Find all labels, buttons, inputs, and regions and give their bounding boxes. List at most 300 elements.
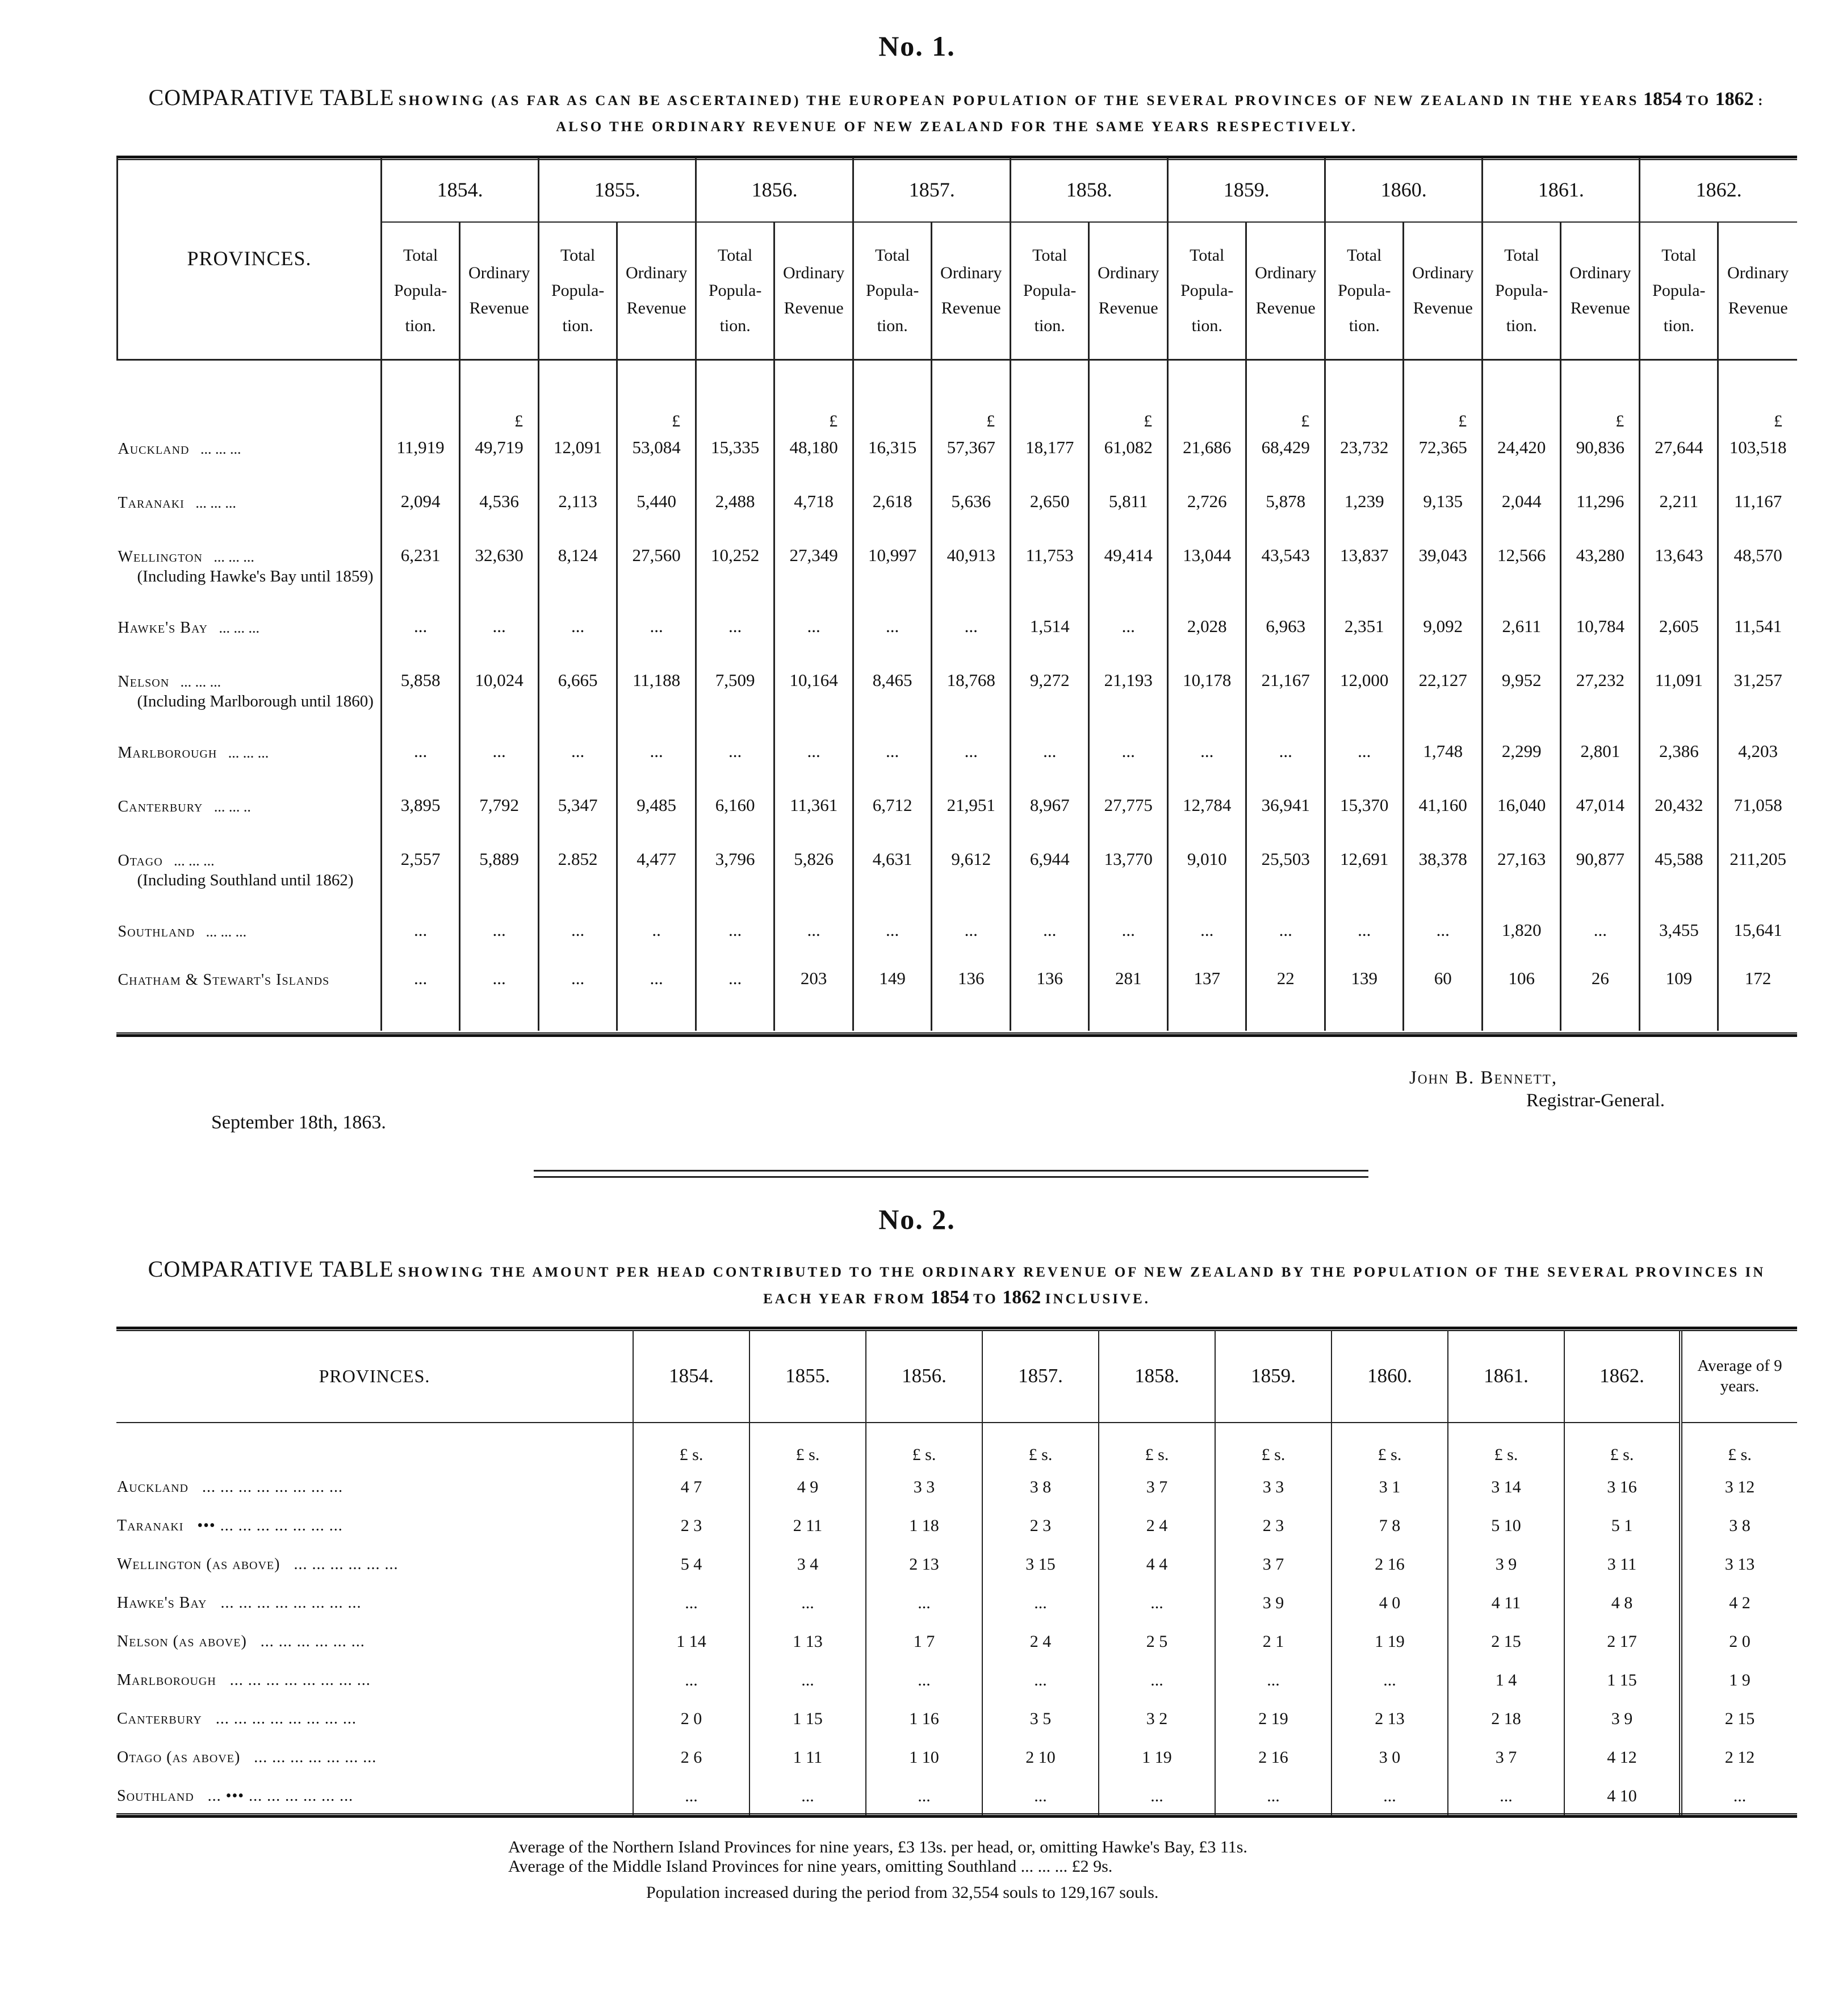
province-name: Auckland bbox=[118, 440, 190, 458]
province-cell bbox=[118, 735, 382, 789]
unit-spacer bbox=[116, 1423, 633, 1468]
revenue-cell: 48,570 bbox=[1718, 539, 1797, 610]
per-head-cell: ... bbox=[749, 1777, 866, 1816]
revenue-cell: 9,485 bbox=[617, 789, 696, 843]
population-cell: 2,488 bbox=[696, 486, 774, 539]
per-head-cell: 1 13 bbox=[749, 1622, 866, 1661]
leader-dots: ... ... ... ... ... ... bbox=[294, 1555, 399, 1573]
leader-dots: ... ... ... ... ... ... ... ... bbox=[229, 1671, 371, 1689]
revenue-cell: ... bbox=[460, 610, 539, 664]
average-header: Average of 9 years. bbox=[1681, 1330, 1797, 1423]
province-name: Marlborough bbox=[117, 1671, 216, 1689]
table1-caption-to: TO bbox=[1686, 93, 1711, 108]
revenue-cell: 136 bbox=[932, 963, 1011, 1031]
population-cell: 2,028 bbox=[1168, 610, 1246, 664]
per-head-cell: ... bbox=[1099, 1777, 1215, 1816]
average-cell: 3 8 bbox=[1681, 1507, 1797, 1545]
unit-label: £ s. bbox=[1215, 1423, 1331, 1468]
population-cell: ... bbox=[1168, 914, 1246, 963]
table-row bbox=[118, 843, 1798, 914]
per-head-cell: ... bbox=[1099, 1661, 1215, 1700]
population-cell: 6,160 bbox=[696, 789, 774, 843]
population-cell: 21,686 bbox=[1168, 432, 1246, 486]
revenue-cell: 9,612 bbox=[932, 843, 1011, 914]
revenue-cell: 5,889 bbox=[460, 843, 539, 914]
average-cell: 4 2 bbox=[1681, 1584, 1797, 1622]
per-head-cell: ... bbox=[1099, 1584, 1215, 1622]
pound-symbol: £ bbox=[774, 360, 853, 432]
revenue-cell: 10,024 bbox=[460, 664, 539, 735]
total-population-header: Total Popula-tion. bbox=[1325, 222, 1404, 360]
per-head-cell: 1 4 bbox=[1448, 1661, 1564, 1700]
revenue-cell: 10,164 bbox=[774, 664, 853, 735]
revenue-cell: 5,811 bbox=[1089, 486, 1168, 539]
population-cell: 2.852 bbox=[539, 843, 617, 914]
revenue-cell: ... bbox=[1246, 914, 1325, 963]
population-cell: 12,091 bbox=[539, 432, 617, 486]
per-head-cell: 2 0 bbox=[633, 1700, 749, 1738]
provinces-header: PROVINCES. bbox=[116, 1330, 633, 1423]
per-head-cell: 1 16 bbox=[866, 1700, 982, 1738]
per-head-cell: 4 9 bbox=[749, 1468, 866, 1507]
population-cell: 11,919 bbox=[382, 432, 460, 486]
average-cell: 1 9 bbox=[1681, 1661, 1797, 1700]
population-cell: ... bbox=[1168, 735, 1246, 789]
unit-spacer bbox=[118, 360, 382, 432]
unit-spacer bbox=[696, 360, 774, 432]
province-name: Southland bbox=[117, 1787, 194, 1805]
population-cell: ... bbox=[1011, 735, 1089, 789]
per-head-cell: 1 11 bbox=[749, 1738, 866, 1777]
table-row bbox=[118, 963, 1798, 1031]
province-note: (Including Hawke's Bay until 1859) bbox=[137, 567, 374, 585]
year-header: 1854. bbox=[633, 1330, 749, 1423]
signature-date: September 18th, 1863. bbox=[211, 1112, 386, 1133]
per-head-cell: 4 4 bbox=[1099, 1545, 1215, 1584]
pound-symbol: £ bbox=[1561, 360, 1640, 432]
per-head-cell: ... bbox=[982, 1777, 1099, 1816]
per-head-cell: 2 19 bbox=[1215, 1700, 1331, 1738]
per-head-cell: 4 8 bbox=[1564, 1584, 1681, 1622]
per-head-cell: 1 14 bbox=[633, 1622, 749, 1661]
revenue-cell: ... bbox=[617, 610, 696, 664]
revenue-cell: 68,429 bbox=[1246, 432, 1325, 486]
table2-caption-year-to: 1862 bbox=[1002, 1287, 1041, 1308]
population-cell: 15,370 bbox=[1325, 789, 1404, 843]
unit-spacer bbox=[1011, 360, 1089, 432]
population-cell: 5,347 bbox=[539, 789, 617, 843]
per-head-cell: 1 19 bbox=[1331, 1622, 1448, 1661]
per-head-cell: ... bbox=[1215, 1777, 1331, 1816]
revenue-cell: ... bbox=[1561, 914, 1640, 963]
revenue-cell: 38,378 bbox=[1404, 843, 1483, 914]
province-name: Nelson bbox=[118, 673, 170, 691]
unit-label: £ s. bbox=[1448, 1423, 1564, 1468]
table1-caption-text: SHOWING (AS FAR AS CAN BE ASCERTAINED) THE EUROPEAN POPULATION OF THE SEVERAL PROVINCES OF NEW ZEALAND IN THE YEARS bbox=[398, 93, 1639, 108]
unit-label: £ s. bbox=[982, 1423, 1099, 1468]
table-row bbox=[116, 1738, 1797, 1777]
ordinary-revenue-header: Ordinary Revenue bbox=[1089, 222, 1168, 360]
table1-bottom-rule bbox=[116, 1032, 1797, 1037]
table2-caption-to: TO bbox=[973, 1291, 998, 1307]
population-cell: 8,124 bbox=[539, 539, 617, 610]
population-cell: 11,753 bbox=[1011, 539, 1089, 610]
province-name: Taranaki bbox=[118, 494, 185, 512]
pound-symbol: £ bbox=[1404, 360, 1483, 432]
province-name: Nelson (as above) bbox=[117, 1633, 247, 1650]
per-head-cell: 5 4 bbox=[633, 1545, 749, 1584]
revenue-cell: 2,801 bbox=[1561, 735, 1640, 789]
revenue-cell: ... bbox=[1089, 914, 1168, 963]
year-header: 1858. bbox=[1099, 1330, 1215, 1423]
leader-dots: ... ... ... bbox=[228, 745, 269, 761]
revenue-cell: ... bbox=[774, 610, 853, 664]
revenue-cell: 90,836 bbox=[1561, 432, 1640, 486]
revenue-cell: 53,084 bbox=[617, 432, 696, 486]
per-head-cell: 1 15 bbox=[1564, 1661, 1681, 1700]
population-cell: 9,272 bbox=[1011, 664, 1089, 735]
revenue-cell: 36,941 bbox=[1246, 789, 1325, 843]
table-row bbox=[116, 1622, 1797, 1661]
leader-dots: ... ... ... ... ... ... ... ... bbox=[202, 1478, 343, 1496]
ordinary-revenue-header: Ordinary Revenue bbox=[1404, 222, 1483, 360]
population-cell: 2,113 bbox=[539, 486, 617, 539]
average-cell: 2 0 bbox=[1681, 1622, 1797, 1661]
revenue-cell: 90,877 bbox=[1561, 843, 1640, 914]
revenue-cell: 9,135 bbox=[1404, 486, 1483, 539]
per-head-cell: ... bbox=[1215, 1661, 1331, 1700]
revenue-cell: 11,541 bbox=[1718, 610, 1797, 664]
population-cell: 2,611 bbox=[1483, 610, 1561, 664]
table1-caption-year-from: 1854 bbox=[1643, 89, 1682, 110]
per-head-cell: 2 4 bbox=[982, 1622, 1099, 1661]
table-row bbox=[116, 1777, 1797, 1816]
revenue-cell: ... bbox=[774, 735, 853, 789]
per-head-cell: ... bbox=[749, 1661, 866, 1700]
per-head-cell: 3 1 bbox=[1331, 1468, 1448, 1507]
leader-dots: ••• ... ... ... ... ... ... ... bbox=[197, 1517, 343, 1534]
total-population-header: Total Popula-tion. bbox=[1483, 222, 1561, 360]
population-cell: 4,631 bbox=[853, 843, 932, 914]
leader-dots: ... ... .. bbox=[213, 798, 251, 815]
per-head-cell: 3 9 bbox=[1448, 1545, 1564, 1584]
table-row bbox=[116, 1584, 1797, 1622]
unit-row bbox=[118, 360, 1798, 432]
province-cell bbox=[116, 1700, 633, 1738]
revenue-cell: 60 bbox=[1404, 963, 1483, 1031]
population-cell: ... bbox=[382, 610, 460, 664]
population-cell: 23,732 bbox=[1325, 432, 1404, 486]
revenue-cell: 40,913 bbox=[932, 539, 1011, 610]
per-head-cell: 4 10 bbox=[1564, 1777, 1681, 1816]
per-head-cell: 1 7 bbox=[866, 1622, 982, 1661]
revenue-cell: 9,092 bbox=[1404, 610, 1483, 664]
population-cell: 2,726 bbox=[1168, 486, 1246, 539]
population-cell: 2,386 bbox=[1640, 735, 1718, 789]
unit-label: £ s. bbox=[866, 1423, 982, 1468]
per-head-cell: ... bbox=[1331, 1661, 1448, 1700]
per-head-cell: ... bbox=[982, 1584, 1099, 1622]
per-head-table bbox=[116, 1330, 1797, 1816]
revenue-cell: 27,232 bbox=[1561, 664, 1640, 735]
table2-caption-text-b: EACH YEAR FROM bbox=[763, 1291, 927, 1307]
province-name: Wellington bbox=[118, 548, 203, 566]
population-cell: 10,178 bbox=[1168, 664, 1246, 735]
revenue-cell: 27,560 bbox=[617, 539, 696, 610]
per-head-cell: 1 15 bbox=[749, 1700, 866, 1738]
province-cell bbox=[118, 914, 382, 963]
per-head-cell: ... bbox=[633, 1584, 749, 1622]
year-header: 1860. bbox=[1331, 1330, 1448, 1423]
population-cell: 13,044 bbox=[1168, 539, 1246, 610]
table1-caption-year-to: 1862 bbox=[1715, 89, 1754, 110]
population-cell: 3,796 bbox=[696, 843, 774, 914]
year-header: 1859. bbox=[1168, 158, 1325, 222]
province-cell bbox=[118, 432, 382, 486]
signature-name: John B. Bennett, bbox=[1409, 1068, 1558, 1088]
table2-caption-text-c: INCLUSIVE. bbox=[1045, 1291, 1150, 1307]
year-header: 1856. bbox=[866, 1330, 982, 1423]
province-name: Chatham & Stewart's Islands bbox=[118, 971, 330, 989]
province-cell bbox=[118, 963, 382, 1031]
revenue-cell: 39,043 bbox=[1404, 539, 1483, 610]
per-head-cell: 2 16 bbox=[1331, 1545, 1448, 1584]
revenue-cell: 43,280 bbox=[1561, 539, 1640, 610]
unit-spacer bbox=[1325, 360, 1404, 432]
population-cell: 1,239 bbox=[1325, 486, 1404, 539]
year-header: 1855. bbox=[539, 158, 696, 222]
total-population-header: Total Popula-tion. bbox=[1640, 222, 1718, 360]
ordinary-revenue-header: Ordinary Revenue bbox=[1246, 222, 1325, 360]
province-name: Otago (as above) bbox=[117, 1749, 241, 1766]
per-head-cell: 3 11 bbox=[1564, 1545, 1681, 1584]
average-cell: 3 13 bbox=[1681, 1545, 1797, 1584]
revenue-cell: 4,536 bbox=[460, 486, 539, 539]
population-cell: ... bbox=[696, 610, 774, 664]
leader-dots: ... ... ... bbox=[174, 852, 215, 869]
revenue-cell: 11,361 bbox=[774, 789, 853, 843]
ordinary-revenue-header: Ordinary Revenue bbox=[774, 222, 853, 360]
per-head-cell: 2 11 bbox=[749, 1507, 866, 1545]
per-head-cell: 2 16 bbox=[1215, 1738, 1331, 1777]
pound-symbol: £ bbox=[1718, 360, 1797, 432]
population-cell: 45,588 bbox=[1640, 843, 1718, 914]
footnote-northern: Average of the Northern Island Provinces for nine years, £3 13s. per head, or, omitting Hawke's Bay, £3 11s. bbox=[508, 1838, 1247, 1856]
population-cell: 6,712 bbox=[853, 789, 932, 843]
population-cell: ... bbox=[539, 914, 617, 963]
per-head-cell: 2 3 bbox=[1215, 1507, 1331, 1545]
population-cell: 27,163 bbox=[1483, 843, 1561, 914]
average-cell: 3 12 bbox=[1681, 1468, 1797, 1507]
total-population-header: Total Popula-tion. bbox=[382, 222, 460, 360]
population-cell: 8,967 bbox=[1011, 789, 1089, 843]
per-head-cell: 3 2 bbox=[1099, 1700, 1215, 1738]
revenue-cell: 172 bbox=[1718, 963, 1797, 1031]
table1-caption-lead: COMPARATIVE TABLE bbox=[148, 85, 395, 110]
population-cell: 3,455 bbox=[1640, 914, 1718, 963]
table-row bbox=[116, 1545, 1797, 1584]
population-cell: 137 bbox=[1168, 963, 1246, 1031]
signature-title: Registrar-General. bbox=[1526, 1090, 1665, 1111]
per-head-cell: 3 7 bbox=[1215, 1545, 1331, 1584]
province-name: Otago bbox=[118, 852, 163, 869]
population-cell: 139 bbox=[1325, 963, 1404, 1031]
revenue-cell: ... bbox=[460, 735, 539, 789]
revenue-cell: ... bbox=[1404, 914, 1483, 963]
per-head-cell: 1 18 bbox=[866, 1507, 982, 1545]
revenue-cell: ... bbox=[1089, 610, 1168, 664]
province-name: Auckland bbox=[117, 1478, 189, 1496]
revenue-cell: 21,951 bbox=[932, 789, 1011, 843]
revenue-cell: 5,878 bbox=[1246, 486, 1325, 539]
revenue-cell: ... bbox=[460, 914, 539, 963]
province-name: Taranaki bbox=[117, 1517, 184, 1534]
per-head-cell: 4 12 bbox=[1564, 1738, 1681, 1777]
per-head-cell: 3 15 bbox=[982, 1545, 1099, 1584]
revenue-cell: 10,784 bbox=[1561, 610, 1640, 664]
per-head-cell: 3 3 bbox=[866, 1468, 982, 1507]
year-header: 1855. bbox=[749, 1330, 866, 1423]
province-name: Marlborough bbox=[118, 744, 217, 762]
total-population-header: Total Popula-tion. bbox=[853, 222, 932, 360]
table1-caption-line2: ALSO THE ORDINARY REVENUE OF NEW ZEALAND FOR THE SAME YEARS RESPECTIVELY. bbox=[556, 119, 1358, 135]
revenue-cell: 211,205 bbox=[1718, 843, 1797, 914]
population-cell: 12,784 bbox=[1168, 789, 1246, 843]
province-cell bbox=[118, 789, 382, 843]
population-cell: 6,665 bbox=[539, 664, 617, 735]
population-cell: 2,650 bbox=[1011, 486, 1089, 539]
per-head-cell: 3 4 bbox=[749, 1545, 866, 1584]
population-cell: ... bbox=[1325, 735, 1404, 789]
population-cell: ... bbox=[382, 914, 460, 963]
per-head-cell: 2 15 bbox=[1448, 1622, 1564, 1661]
revenue-cell: ... bbox=[1246, 735, 1325, 789]
revenue-cell: 1,748 bbox=[1404, 735, 1483, 789]
revenue-cell: 31,257 bbox=[1718, 664, 1797, 735]
population-cell: 15,335 bbox=[696, 432, 774, 486]
province-cell bbox=[118, 664, 382, 735]
population-cell: ... bbox=[539, 963, 617, 1031]
population-cell: 6,944 bbox=[1011, 843, 1089, 914]
population-cell: ... bbox=[853, 914, 932, 963]
revenue-cell: 6,963 bbox=[1246, 610, 1325, 664]
table-row bbox=[118, 914, 1798, 963]
per-head-cell: 5 1 bbox=[1564, 1507, 1681, 1545]
revenue-cell: 41,160 bbox=[1404, 789, 1483, 843]
per-head-cell: 1 10 bbox=[866, 1738, 982, 1777]
province-cell bbox=[116, 1738, 633, 1777]
total-population-header: Total Popula-tion. bbox=[539, 222, 617, 360]
population-cell: 9,010 bbox=[1168, 843, 1246, 914]
pound-symbol: £ bbox=[1089, 360, 1168, 432]
population-cell: 10,997 bbox=[853, 539, 932, 610]
unit-label: £ s. bbox=[749, 1423, 866, 1468]
year-header: 1861. bbox=[1448, 1330, 1564, 1423]
population-cell: ... bbox=[1011, 914, 1089, 963]
pound-symbol: £ bbox=[460, 360, 539, 432]
population-cell: ... bbox=[539, 735, 617, 789]
province-name: Hawke's Bay bbox=[118, 619, 208, 637]
unit-spacer bbox=[1168, 360, 1246, 432]
unit-label: £ s. bbox=[1564, 1423, 1681, 1468]
footnote-middle: Average of the Middle Island Provinces for nine years, omitting Southland ... ... ... £2 9s. bbox=[508, 1857, 1113, 1876]
revenue-cell: 5,440 bbox=[617, 486, 696, 539]
per-head-cell: ... bbox=[1448, 1777, 1564, 1816]
population-cell: 5,858 bbox=[382, 664, 460, 735]
footnote-population: Population increased during the period from 32,554 souls to 129,167 souls. bbox=[646, 1883, 1159, 1902]
total-population-header: Total Popula-tion. bbox=[1011, 222, 1089, 360]
year-header: 1859. bbox=[1215, 1330, 1331, 1423]
unit-label: £ s. bbox=[1331, 1423, 1448, 1468]
population-cell: 3,895 bbox=[382, 789, 460, 843]
population-cell: 2,094 bbox=[382, 486, 460, 539]
pound-symbol: £ bbox=[932, 360, 1011, 432]
average-cell: 2 12 bbox=[1681, 1738, 1797, 1777]
per-head-cell: 2 10 bbox=[982, 1738, 1099, 1777]
year-header: 1860. bbox=[1325, 158, 1483, 222]
population-cell: 2,044 bbox=[1483, 486, 1561, 539]
population-cell: ... bbox=[539, 610, 617, 664]
leader-dots: ... ... ... bbox=[206, 923, 247, 940]
revenue-cell: 11,188 bbox=[617, 664, 696, 735]
revenue-cell: 72,365 bbox=[1404, 432, 1483, 486]
leader-dots: ... ... ... ... ... ... bbox=[260, 1633, 365, 1650]
population-cell: ... bbox=[382, 963, 460, 1031]
provinces-header: PROVINCES. bbox=[118, 158, 382, 360]
province-name: Canterbury bbox=[118, 798, 203, 815]
table2-caption-text: SHOWING THE AMOUNT PER HEAD CONTRIBUTED TO THE ORDINARY REVENUE OF NEW ZEALAND BY THE POPULATION OF THE SEVERAL PROVINCES IN bbox=[397, 1265, 1766, 1280]
population-cell: 7,509 bbox=[696, 664, 774, 735]
revenue-cell: 4,718 bbox=[774, 486, 853, 539]
per-head-cell: 3 5 bbox=[982, 1700, 1099, 1738]
per-head-cell: 3 0 bbox=[1331, 1738, 1448, 1777]
per-head-cell: 3 7 bbox=[1099, 1468, 1215, 1507]
province-cell bbox=[116, 1661, 633, 1700]
revenue-cell: 22 bbox=[1246, 963, 1325, 1031]
revenue-cell: ... bbox=[617, 963, 696, 1031]
population-cell: 136 bbox=[1011, 963, 1089, 1031]
revenue-cell: 47,014 bbox=[1561, 789, 1640, 843]
per-head-cell: 2 1 bbox=[1215, 1622, 1331, 1661]
population-cell: 16,315 bbox=[853, 432, 932, 486]
population-cell: ... bbox=[1325, 914, 1404, 963]
revenue-cell: 7,792 bbox=[460, 789, 539, 843]
pound-symbol: £ bbox=[617, 360, 696, 432]
population-cell: 2,299 bbox=[1483, 735, 1561, 789]
table2-caption bbox=[116, 1257, 1797, 1312]
ordinary-revenue-header: Ordinary Revenue bbox=[460, 222, 539, 360]
revenue-cell: ... bbox=[932, 610, 1011, 664]
population-cell: 2,618 bbox=[853, 486, 932, 539]
table-row bbox=[118, 539, 1798, 610]
per-head-cell: 2 17 bbox=[1564, 1622, 1681, 1661]
per-head-cell: 4 0 bbox=[1331, 1584, 1448, 1622]
population-cell: 2,605 bbox=[1640, 610, 1718, 664]
table2-caption-year-from: 1854 bbox=[930, 1287, 969, 1308]
population-cell: ... bbox=[382, 735, 460, 789]
per-head-cell: 3 14 bbox=[1448, 1468, 1564, 1507]
per-head-cell: 2 4 bbox=[1099, 1507, 1215, 1545]
unit-spacer bbox=[853, 360, 932, 432]
table1-number: No. 1. bbox=[878, 30, 956, 62]
population-cell: 109 bbox=[1640, 963, 1718, 1031]
revenue-cell: 27,349 bbox=[774, 539, 853, 610]
province-cell bbox=[116, 1584, 633, 1622]
table-row bbox=[118, 789, 1798, 843]
province-cell bbox=[118, 539, 382, 610]
table-row bbox=[116, 1700, 1797, 1738]
revenue-cell: ... bbox=[774, 914, 853, 963]
